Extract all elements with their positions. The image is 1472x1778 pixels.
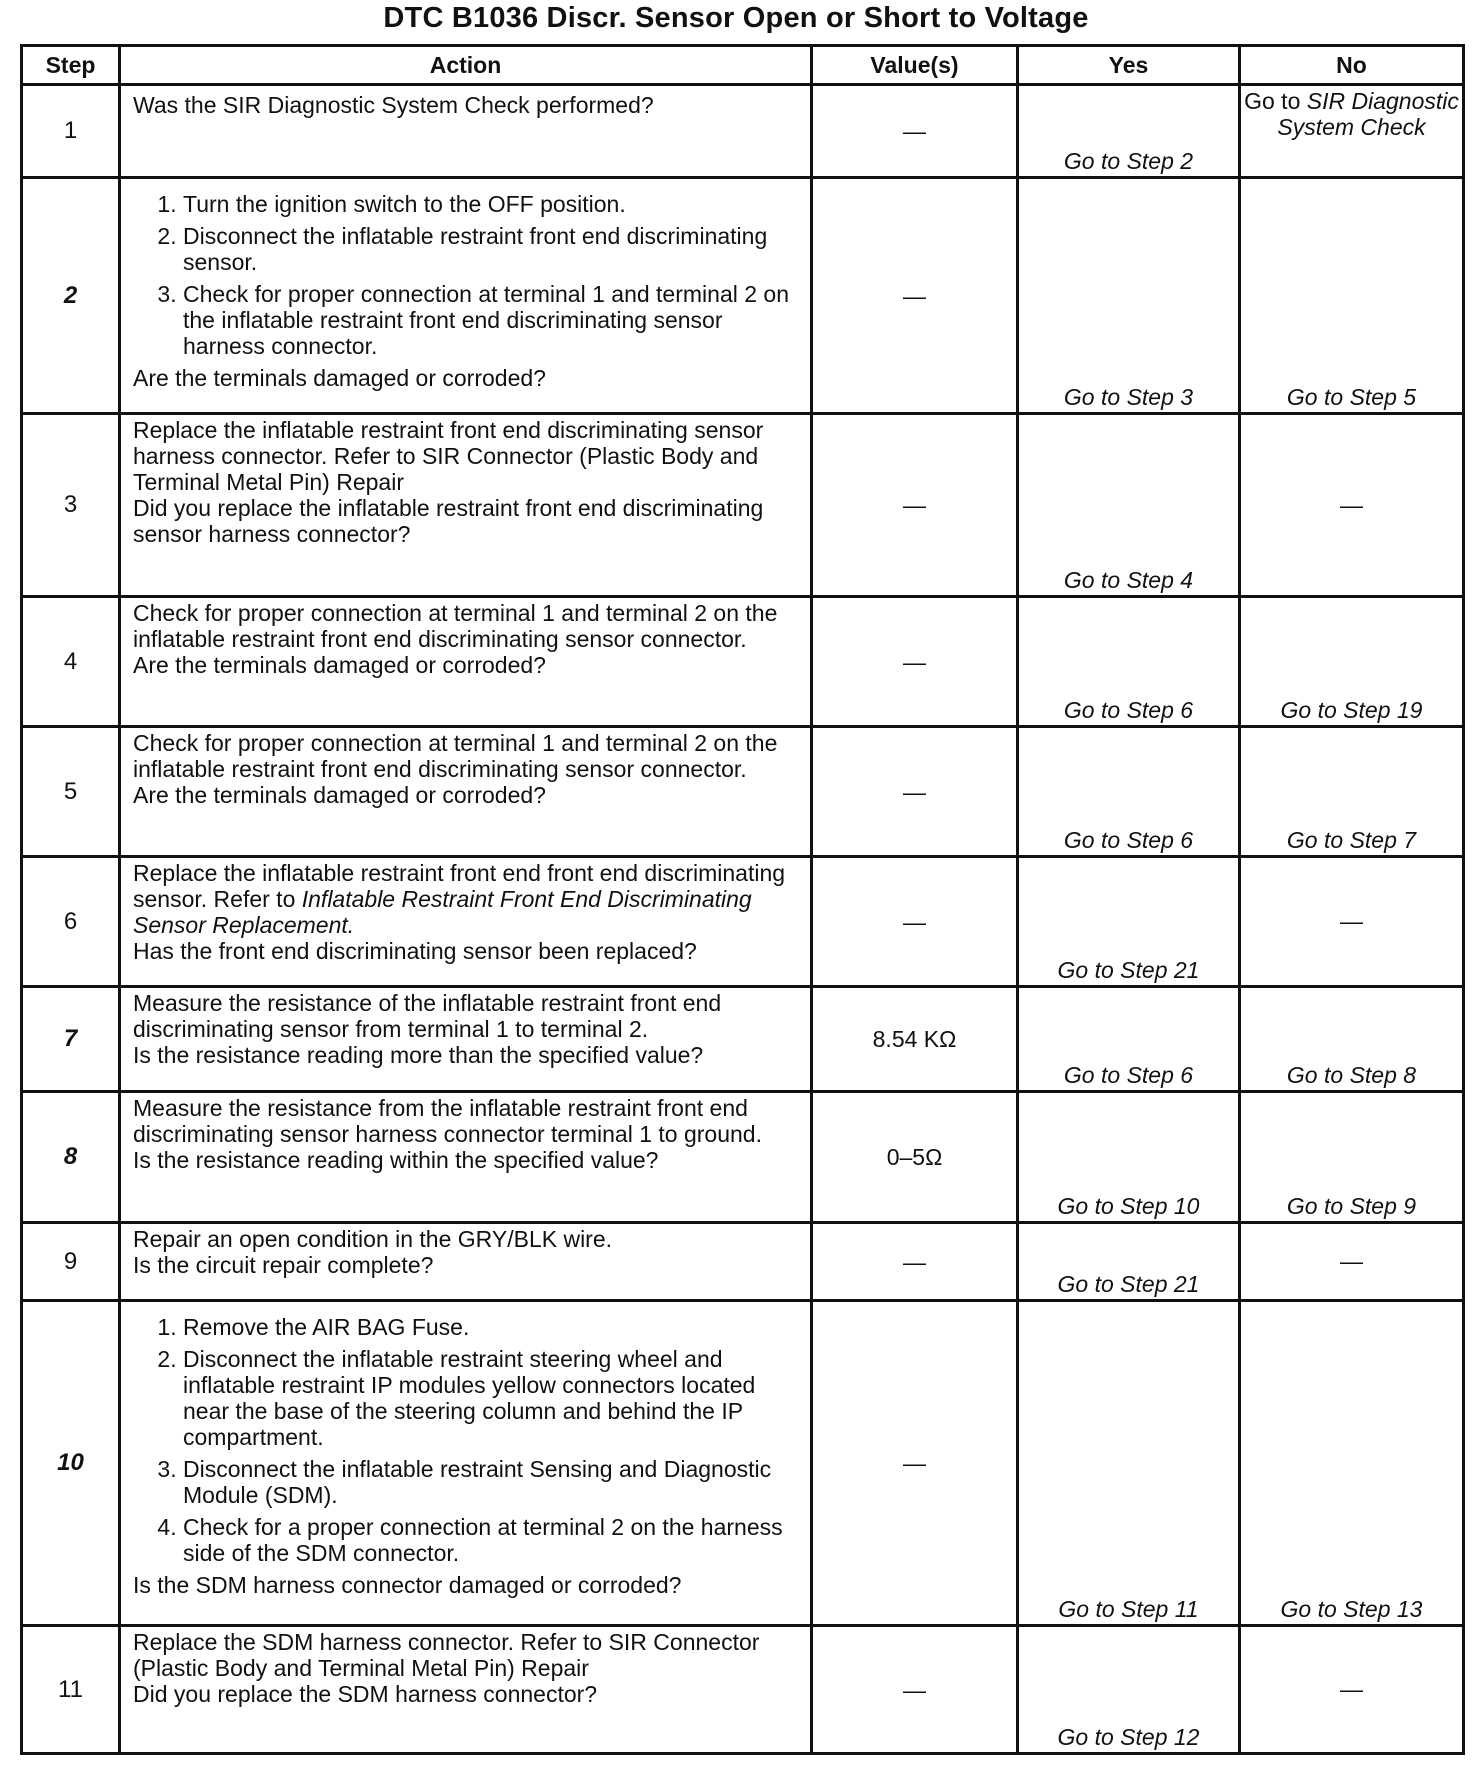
no-cell: — (1240, 414, 1464, 597)
action-step: 3. Disconnect the inflatable restraint Sensing and Diagnostic Module (SDM). (183, 1456, 802, 1508)
table-row (22, 597, 1464, 727)
action-text: Check for proper connection at terminal 1 and terminal 2 on the inflatable restraint front end discriminating sensor connector. (133, 600, 778, 652)
step-number: 9 (22, 1223, 120, 1301)
action-question: Did you replace the SDM harness connector? (133, 1681, 598, 1707)
table-row (22, 1223, 1464, 1301)
page-title: DTC B1036 Discr. Sensor Open or Short to Voltage (383, 2, 1089, 34)
no-cell: Go to Step 13 (1240, 1301, 1464, 1626)
header-step: Step (22, 46, 120, 85)
action-text (133, 860, 802, 938)
no-cell: Go to Step 5 (1240, 178, 1464, 414)
action-question: Was the SIR Diagnostic System Check performed? (133, 92, 654, 118)
action-text: Replace the inflatable restraint front end discriminating sensor harness connector. Refer to SIR Connector (Plastic Body and Terminal Metal Pin) Repair (133, 417, 764, 495)
yes-cell: Go to Step 12 (1018, 1626, 1240, 1754)
action-step: 1. Remove the AIR BAG Fuse. (183, 1314, 802, 1340)
value-cell: — (812, 414, 1018, 597)
header-action: Action (120, 46, 812, 85)
yes-cell: Go to Step 10 (1018, 1092, 1240, 1223)
action-text-link: Inflatable Restraint Front End Discriminating Sensor Replacement. (133, 886, 752, 938)
value-cell: — (812, 178, 1018, 414)
table-row (22, 1626, 1464, 1754)
no-cell: Go to Step 7 (1240, 727, 1464, 857)
step-number: 5 (22, 727, 120, 857)
table-row (22, 1092, 1464, 1223)
value-cell: — (812, 85, 1018, 178)
action-cell (120, 1092, 812, 1223)
yes-cell: Go to Step 2 (1018, 85, 1240, 178)
table-row (22, 857, 1464, 987)
action-cell (120, 857, 812, 987)
header-row (22, 46, 1464, 85)
table-row (22, 727, 1464, 857)
table-row (22, 178, 1464, 414)
action-text: Measure the resistance from the inflatable restraint front end discriminating sensor harness connector terminal 1 to ground. (133, 1095, 762, 1147)
action-text: Check for proper connection at terminal 1 and terminal 2 on the inflatable restraint front end discriminating sensor connector. (133, 730, 778, 782)
action-cell (120, 414, 812, 597)
diagnostic-table (20, 44, 1465, 1755)
action-cell (120, 178, 812, 414)
step-number: 3 (22, 414, 120, 597)
action-steps (133, 191, 802, 365)
action-step: 1. Turn the ignition switch to the OFF position. (183, 191, 802, 217)
action-question: Is the circuit repair complete? (133, 1252, 434, 1278)
no-link: SIR Diagnostic System Check (1277, 88, 1459, 140)
action-step: 2. Disconnect the inflatable restraint steering wheel and inflatable restraint IP modules yellow connectors located near the base of the steering column and behind the IP compartment. (183, 1346, 802, 1450)
action-step: 3. Check for proper connection at terminal 1 and terminal 2 on the inflatable restraint front end discriminating sensor harness connector. (183, 281, 802, 359)
step-number: 7 (22, 987, 120, 1092)
header-values: Value(s) (812, 46, 1018, 85)
action-cell (120, 727, 812, 857)
yes-cell: Go to Step 6 (1018, 597, 1240, 727)
value-cell: — (812, 1626, 1018, 1754)
value-cell: — (812, 1301, 1018, 1626)
yes-cell: Go to Step 4 (1018, 414, 1240, 597)
no-cell: — (1240, 1626, 1464, 1754)
value-cell: — (812, 727, 1018, 857)
no-prefix: Go to (1244, 88, 1307, 114)
action-question: Are the terminals damaged or corroded? (133, 782, 546, 808)
action-cell (120, 1626, 812, 1754)
yes-cell: Go to Step 21 (1018, 857, 1240, 987)
yes-cell: Go to Step 6 (1018, 727, 1240, 857)
action-step: 4. Check for a proper connection at terminal 2 on the harness side of the SDM connector. (183, 1514, 802, 1566)
action-question: Are the terminals damaged or corroded? (133, 652, 546, 678)
table-row (22, 1301, 1464, 1626)
yes-cell: Go to Step 3 (1018, 178, 1240, 414)
table-row (22, 414, 1464, 597)
action-cell (120, 85, 812, 178)
value-cell: — (812, 1223, 1018, 1301)
action-text: Measure the resistance of the inflatable restraint front end discriminating sensor from terminal 1 to terminal 2. (133, 990, 722, 1042)
action-cell (120, 1223, 812, 1301)
action-question: Did you replace the inflatable restraint front end discriminating sensor harness connector? (133, 495, 764, 547)
action-cell (120, 987, 812, 1092)
action-question: Are the terminals damaged or corroded? (133, 365, 546, 391)
header-no: No (1240, 46, 1464, 85)
no-cell: — (1240, 1223, 1464, 1301)
action-question: Is the SDM harness connector damaged or corroded? (133, 1572, 682, 1598)
action-question: Is the resistance reading within the specified value? (133, 1147, 659, 1173)
no-cell (1240, 85, 1464, 178)
header-yes: Yes (1018, 46, 1240, 85)
value-cell: 8.54 KΩ (812, 987, 1018, 1092)
action-question: Is the resistance reading more than the specified value? (133, 1042, 704, 1068)
action-step: 2. Disconnect the inflatable restraint front end discriminating sensor. (183, 223, 802, 275)
step-number: 1 (22, 85, 120, 178)
step-number: 11 (22, 1626, 120, 1754)
action-text: Repair an open condition in the GRY/BLK wire. (133, 1226, 613, 1252)
action-cell (120, 597, 812, 727)
table-row (22, 987, 1464, 1092)
step-number: 6 (22, 857, 120, 987)
step-number: 8 (22, 1092, 120, 1223)
action-question: Has the front end discriminating sensor been replaced? (133, 938, 697, 964)
value-cell: — (812, 597, 1018, 727)
action-steps (133, 1314, 802, 1572)
action-text-prefix: Replace the inflatable restraint front end front end discriminating sensor. Refer to (133, 860, 786, 912)
no-cell: Go to Step 19 (1240, 597, 1464, 727)
action-cell (120, 1301, 812, 1626)
no-cell: Go to Step 9 (1240, 1092, 1464, 1223)
action-text: Replace the SDM harness connector. Refer to SIR Connector (Plastic Body and Terminal Metal Pin) Repair (133, 1629, 760, 1681)
step-number: 4 (22, 597, 120, 727)
yes-cell: Go to Step 11 (1018, 1301, 1240, 1626)
table-row (22, 85, 1464, 178)
yes-cell: Go to Step 21 (1018, 1223, 1240, 1301)
yes-cell: Go to Step 6 (1018, 987, 1240, 1092)
no-cell: Go to Step 8 (1240, 987, 1464, 1092)
no-cell: — (1240, 857, 1464, 987)
value-cell: — (812, 857, 1018, 987)
value-cell: 0–5Ω (812, 1092, 1018, 1223)
step-number: 2 (22, 178, 120, 414)
step-number: 10 (22, 1301, 120, 1626)
